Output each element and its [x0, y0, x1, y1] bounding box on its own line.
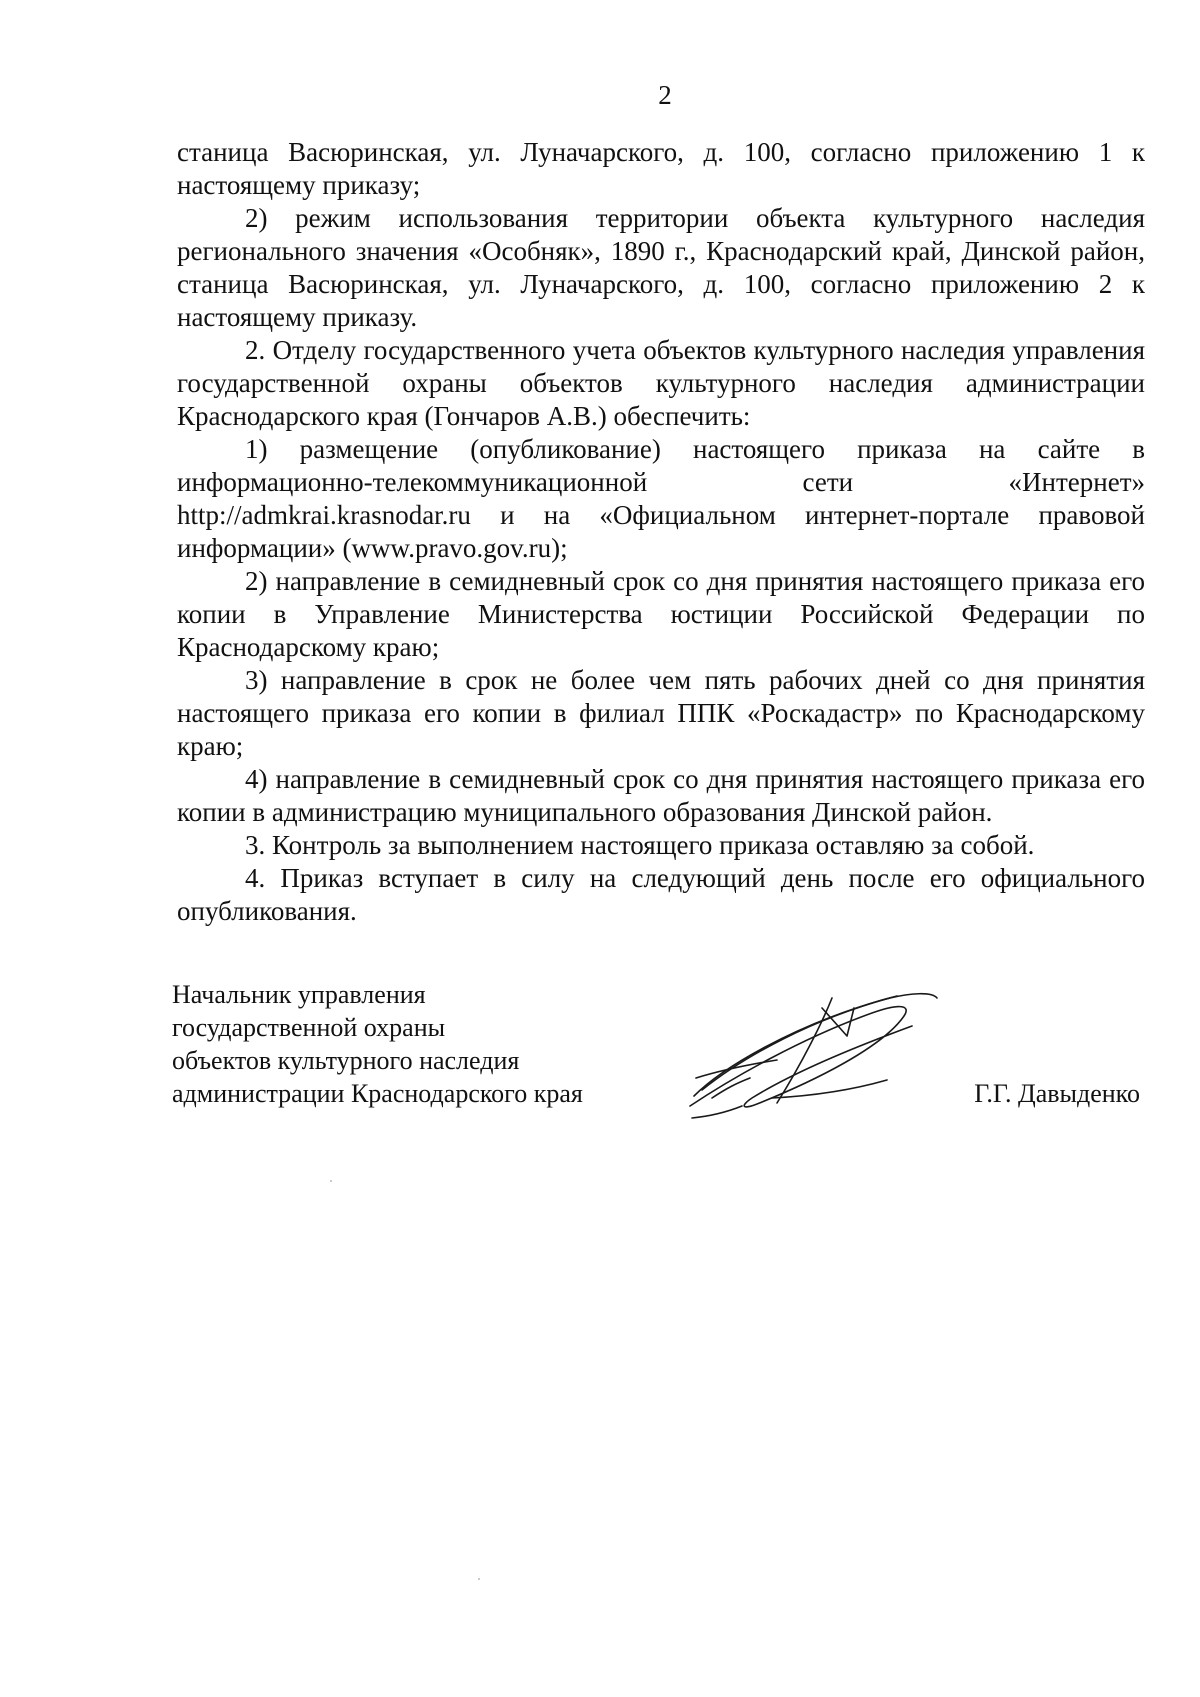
document-body [177, 136, 1145, 928]
paragraph: 2) направление в семидневный срок со дня принятия настоящего приказа его копии в Управление Министерства юстиции Российской Федерации по Краснодарскому краю; [177, 566, 1145, 662]
signatory-title-line: государственной охраны [172, 1013, 446, 1042]
paragraph: 2) режим использования территории объекта культурного наследия регионального значения «Особняк», 1890 г., Краснодарский край, Динской район, станица Васюринская, ул. Луначарского, д. 100, согласно приложению 2 к настоящему приказу. [177, 203, 1145, 332]
paragraph: станица Васюринская, ул. Луначарского, д. 100, согласно приложению 1 к настоящему приказу; [177, 137, 1145, 200]
handwritten-signature [682, 978, 952, 1123]
paragraph: 3) направление в срок не более чем пять рабочих дней со дня принятия настоящего приказа его копии в филиал ППК «Роскадастр» по Краснодарскому краю; [177, 665, 1145, 761]
signatory-name: Г.Г. Давыденко [974, 1079, 1140, 1108]
signature-block [172, 978, 1152, 1118]
paragraph: 1) размещение (опубликование) настоящего приказа на сайте в информационно-телекоммуникационной сети «Интернет» http://admkrai.krasnodar.ru и на «Официальном интернет-портале правовой информации» (www.pravo.gov.ru); [177, 434, 1145, 563]
scan-speck [330, 1180, 332, 1182]
page-number: 2 [658, 80, 672, 110]
paragraph: 4. Приказ вступает в силу на следующий день после его официального опубликования. [177, 863, 1145, 926]
signatory-title-line: объектов культурного наследия [172, 1046, 520, 1075]
paragraph: 4) направление в семидневный срок со дня принятия настоящего приказа его копии в администрацию муниципального образования Динской район. [177, 764, 1145, 827]
signatory-title-line: Начальник управления [172, 980, 426, 1009]
paragraph: 2. Отделу государственного учета объектов культурного наследия управления государственной охраны объектов культурного наследия администрации Краснодарского края (Гончаров А.В.) обеспечить: [177, 335, 1145, 431]
scan-speck [478, 1578, 480, 1580]
signatory-title-line: администрации Краснодарского края [172, 1079, 583, 1108]
signatory-title [172, 978, 583, 1110]
paragraph: 3. Контроль за выполнением настоящего приказа оставляю за собой. [245, 830, 1035, 860]
